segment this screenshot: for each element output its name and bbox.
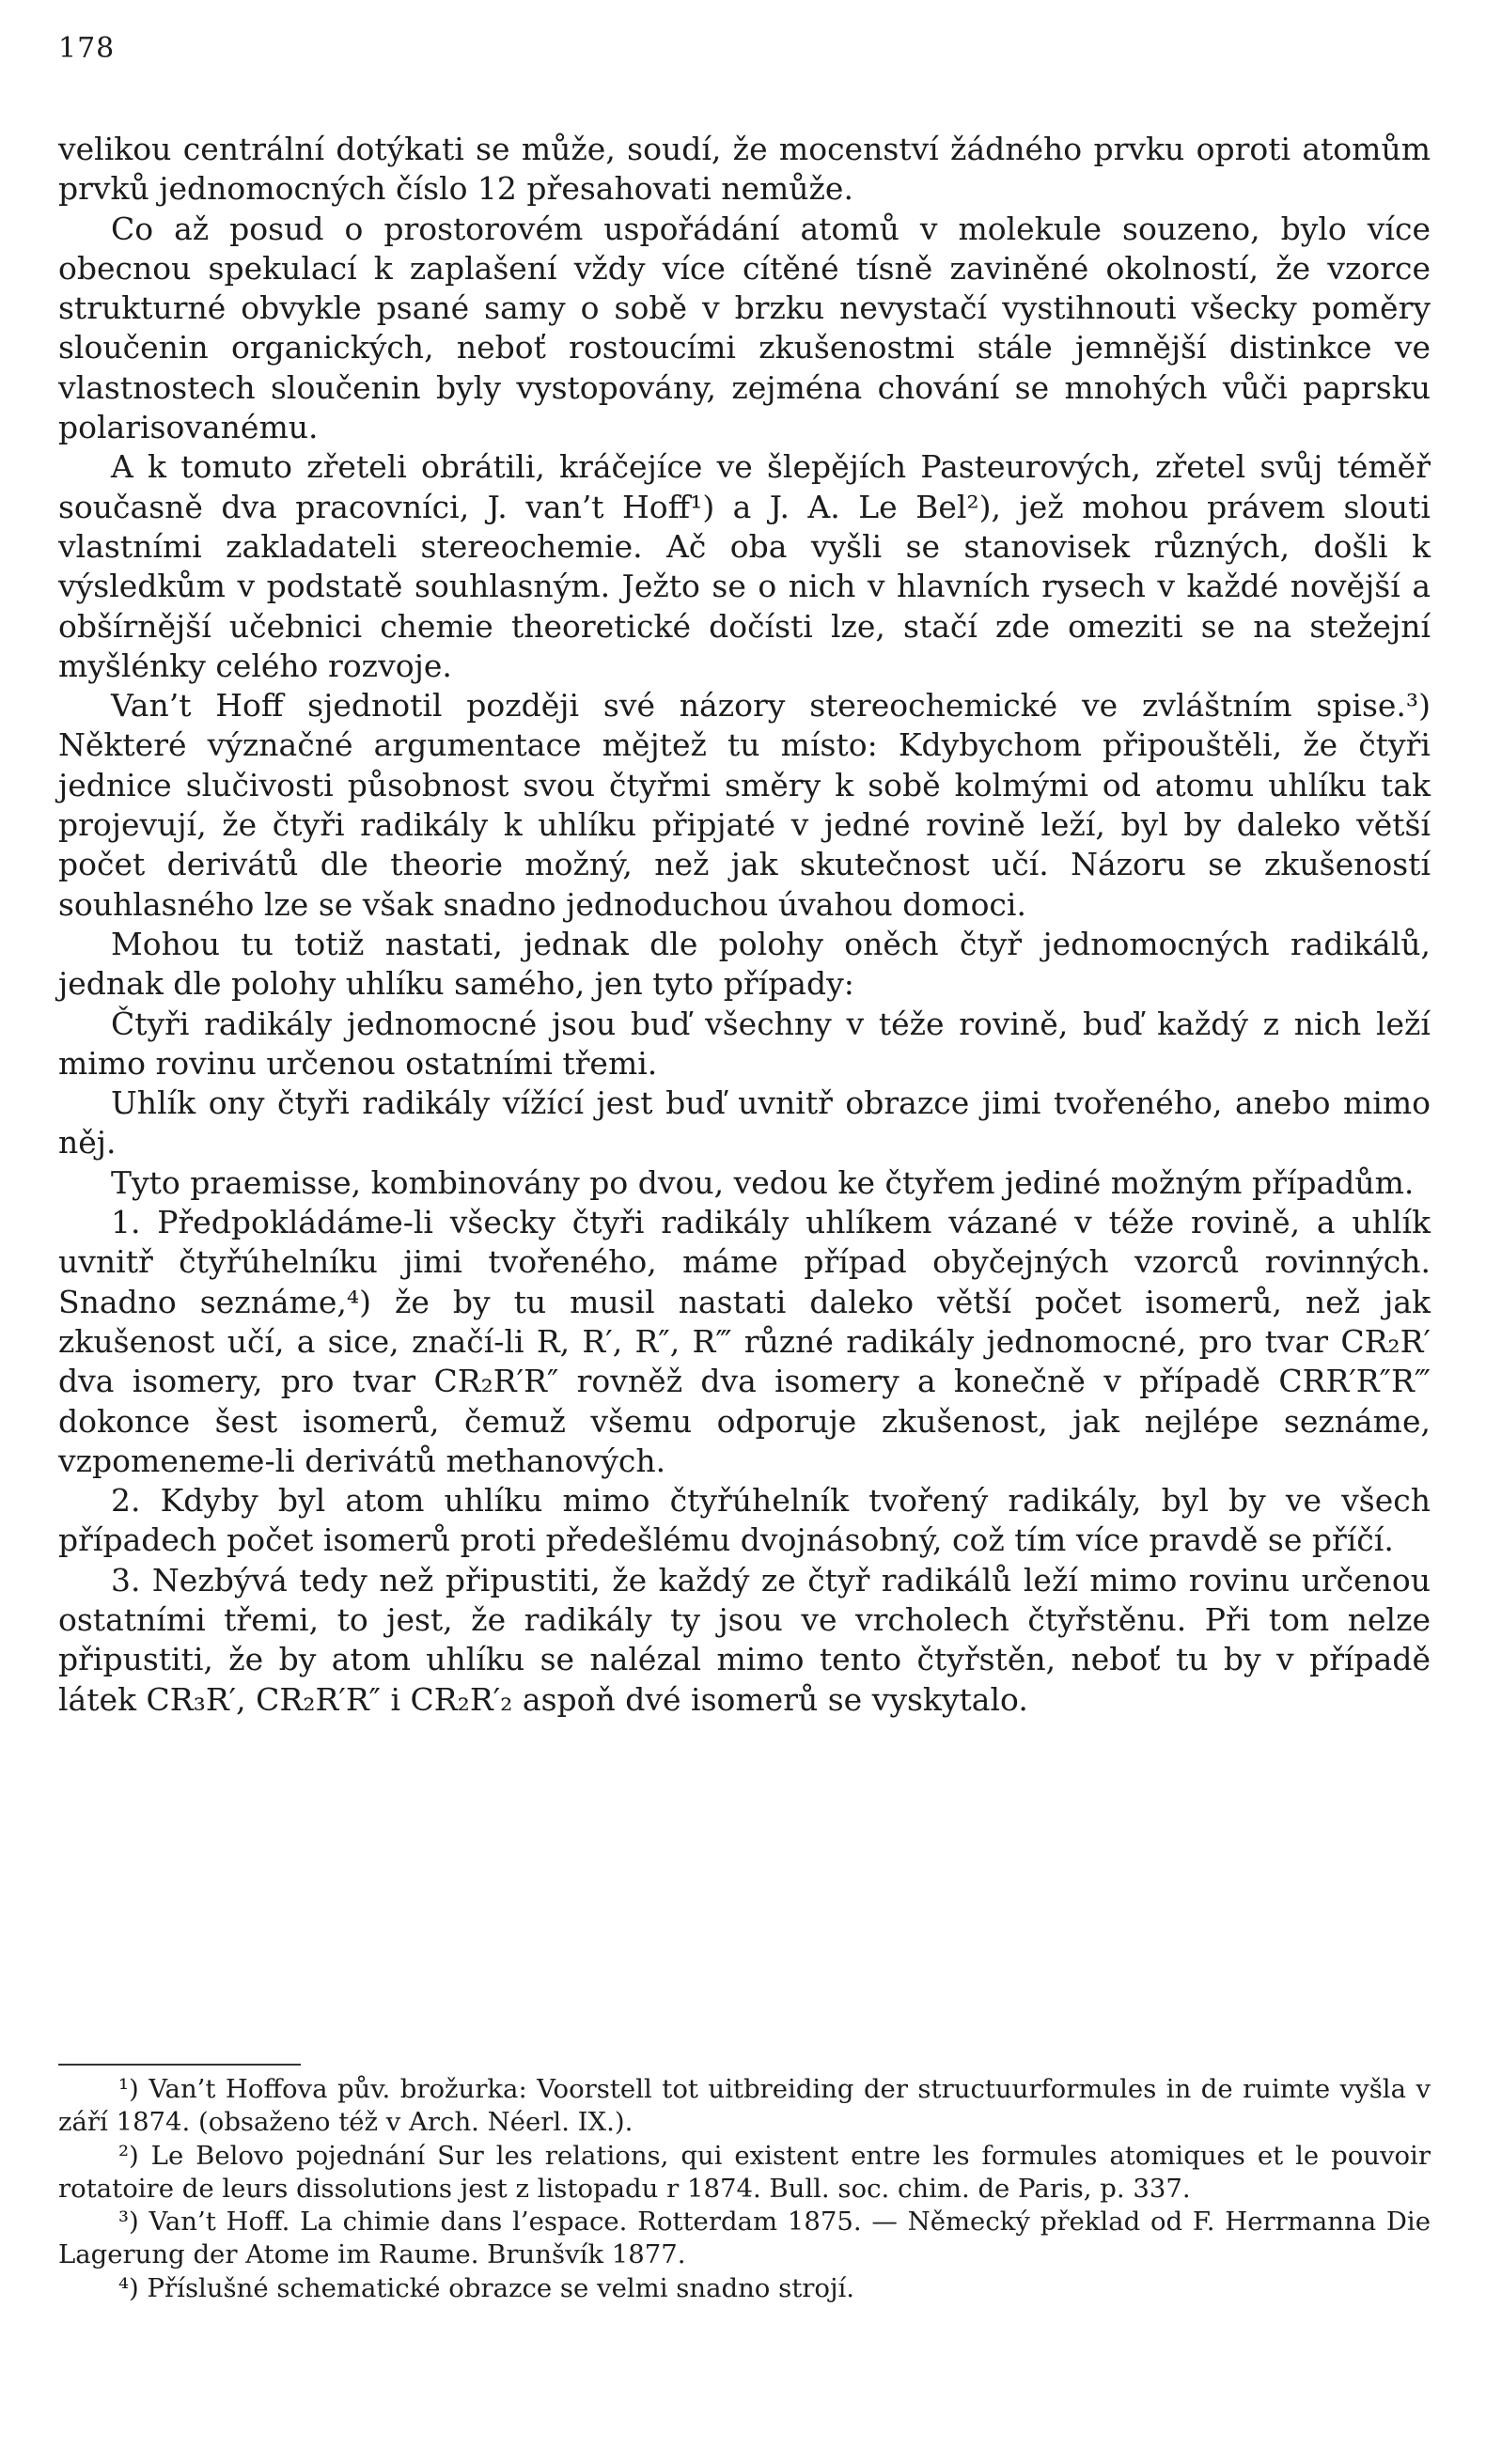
footnote-4: ⁴) Příslušné schematické obrazce se velmi snadno strojí. — [118, 2272, 855, 2303]
paragraph-case-3: 3. Nezbývá tedy než připustiti, že každý ze čtyř radikálů leží mimo rovinu určenou ostatními třemi, to jest, že radikály ty jsou ve vrcholech čtyřstěnu. Při tom nelze připustiti, že by atom uhlíku se nalézal mimo tento čtyřstěn, neboť tu by v případě látek CR₃R′, CR₂R′R″ i CR₂R′₂ aspoň dvé isomerů se vyskytalo. — [58, 1561, 1431, 1718]
footnote-3: ³) Van’t Hoff. La chimie dans l’espace. Rotterdam 1875. — Německý překlad od F. Herrmanna Die Lagerung der Atome im Raume. Brunšvík 1877. — [58, 2207, 1431, 2270]
footnote-divider — [58, 2064, 301, 2066]
paragraph-combinations: Tyto praemisse, kombinovány po dvou, vedou ke čtyřem jediné možným případům. — [111, 1163, 1415, 1201]
paragraph-spatial-arrangement: Co až posud o prostorovém uspořádání atomů v molekule souzeno, bylo více obecnou spekulací k zaplašení vždy více cítěné tísně zaviněné okolností, že vzorce strukturné obvykle psané samy o sobě v brzku nevystačí vystihnouti všecky poměry sloučenin organických, neboť rostoucími zkušenostmi stále jemnější distinkce ve vlastnostech sloučenin byly vystopovány, zejména chování se mnohých vůči paprsku polarisovanému. — [58, 210, 1431, 446]
paragraph-case-1: 1. Předpokládáme-li všecky čtyři radikály uhlíkem vázané v téže rovině, a uhlík uvnitř čtyřúhelníku jimi tvořeného, máme případ obyčejných vzorců rovinných. Snadno seznáme,⁴) že by tu musil nastati daleko větší počet isomerů, než jak zkušenost učí, a sice, značí-li R, R′, R″, R‴ různé radikály jednomocné, pro tvar CR₂R′ dva isomery, pro tvar CR₂R′R″ rovněž dva isomery a konečně v případě CRR′R″R‴ dokonce šest isomerů, čemuž všemu odporuje zkušenost, jak nejlépe seznáme, vzpomeneme-li derivátů methanových. — [58, 1204, 1431, 1479]
body-text — [58, 130, 1431, 1720]
paragraph-premise-radicals: Čtyři radikály jednomocné jsou buď všechny v téže rovině, buď každý z nich leží mimo rovinu určenou ostatními třemi. — [58, 1005, 1431, 1082]
paragraph-continuation: velikou centrální dotýkati se může, soudí, že mocenství žádného prvku oproti atomům prvků jednomocných číslo 12 přesahovati nemůže. — [58, 131, 1431, 208]
paragraph-cases-intro: Mohou tu totiž nastati, jednak dle polohy oněch čtyř jednomocných radikálů, jednak dle polohy uhlíku samého, jen tyto případy: — [58, 925, 1431, 1003]
footnote-1: ¹) Van’t Hoffova pův. brožurka: Voorstell tot uitbreiding der structuurformules in de ruimte vyšla v září 1874. (obsaženo též v Arch. Néerl. IX.). — [58, 2074, 1431, 2138]
page-number: 178 — [58, 32, 116, 65]
paragraph-vant-hoff: Van’t Hoff sjednotil později své názory stereochemické ve zvláštním spise.³) Některé význačné argumentace mějtež tu místo: Kdybychom připouštěli, že čtyři jednice slučivosti působnost svou čtyřmi směry k sobě kolmými od atomu uhlíku tak projevují, že čtyři radikály k uhlíku připjaté v jedné rovině leží, byl by daleko větší počet derivátů dle theorie možný, než jak skutečnost učí. Názoru se zkušeností souhlasného lze se však snadno jednoduchou úvahou domoci. — [58, 687, 1431, 923]
footnotes — [58, 2073, 1431, 2305]
paragraph-founders: A k tomuto zřeteli obrátili, kráčejíce ve šlepějích Pasteurových, zřetel svůj téměř současně dva pracovníci, J. van’t Hoff¹) a J. A. Le Bel²), jež mohou právem slouti vlastními zakladateli stereochemie. Ač oba vyšli se stanovisek různých, došli k výsledkům v podstatě souhlasným. Ježto se o nich v hlavních rysech v každé novější a obšírnější učebnici chemie theoretické dočísti lze, stačí zde omeziti se na stežejní myšlénky celého rozvoje. — [58, 448, 1431, 684]
paragraph-premise-carbon: Uhlík ony čtyři radikály vížící jest buď uvnitř obrazce jimi tvořeného, anebo mimo něj. — [58, 1084, 1431, 1162]
footnote-2: ²) Le Belovo pojednání Sur les relations, qui existent entre les formules atomiques et le pouvoir rotatoire de leurs dissolutions jest z listopadu r 1874. Bull. soc. chim. de Paris, p. 337. — [58, 2140, 1431, 2204]
paragraph-case-2: 2. Kdyby byl atom uhlíku mimo čtyřúhelník tvořený radikály, byl by ve všech případech počet isomerů proti předešlému dvojnásobný, což tím více pravdě se příčí. — [58, 1482, 1431, 1559]
